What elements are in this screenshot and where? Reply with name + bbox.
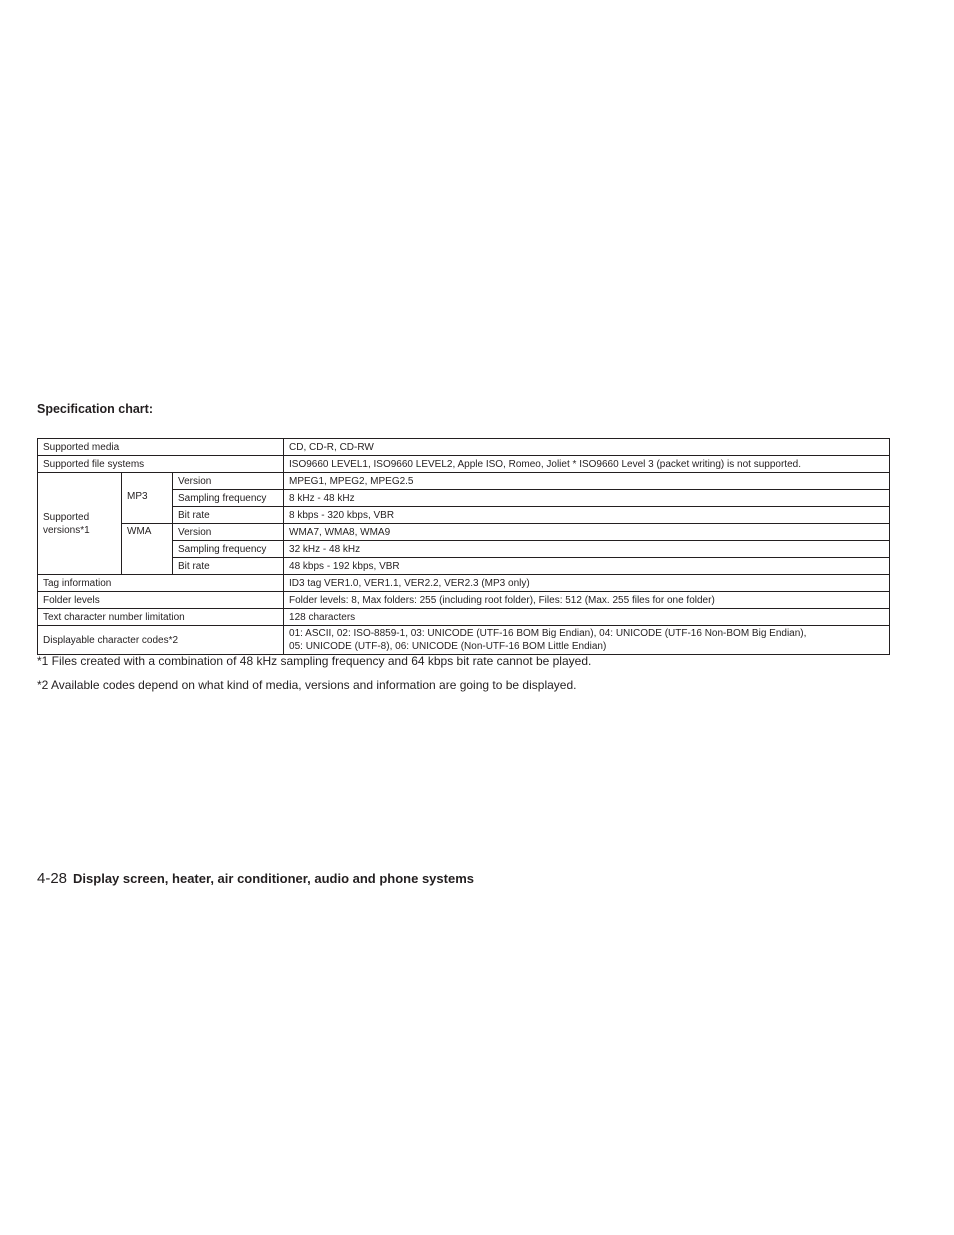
table-row-supported-media xyxy=(38,439,890,456)
section-heading: Specification chart: xyxy=(37,402,153,416)
supported-versions-label-line2: versions*1 xyxy=(43,524,90,536)
table-row-mp3-version xyxy=(38,473,890,490)
table-row-folder-levels xyxy=(38,592,890,609)
table-row-displayable-codes xyxy=(38,626,890,655)
row-label: Supported media xyxy=(38,439,284,456)
row-value: 32 kHz - 48 kHz xyxy=(284,541,890,558)
row-value: CD, CD-R, CD-RW xyxy=(284,439,890,456)
supported-versions-label xyxy=(38,473,122,575)
row-value: MPEG1, MPEG2, MPEG2.5 xyxy=(284,473,890,490)
chapter-title: Display screen, heater, air conditioner, audio and phone systems xyxy=(73,871,474,886)
wma-label: WMA xyxy=(122,524,173,575)
row-label: Tag information xyxy=(38,575,284,592)
table-row-wma-version xyxy=(38,524,890,541)
table-row-text-character-limit xyxy=(38,609,890,626)
row-value: ISO9660 LEVEL1, ISO9660 LEVEL2, Apple ISO, Romeo, Joliet * ISO9660 Level 3 (packet writing) is not supported. xyxy=(284,456,890,473)
specification-table xyxy=(37,438,890,655)
row-label: Text character number limitation xyxy=(38,609,284,626)
row-value: 8 kbps - 320 kbps, VBR xyxy=(284,507,890,524)
sub-label: Version xyxy=(173,524,284,541)
page-footer xyxy=(37,870,474,888)
row-value: 128 characters xyxy=(284,609,890,626)
row-value: Folder levels: 8, Max folders: 255 (including root folder), Files: 512 (Max. 255 files for one folder) xyxy=(284,592,890,609)
row-value: WMA7, WMA8, WMA9 xyxy=(284,524,890,541)
row-label: Displayable character codes*2 xyxy=(38,626,284,655)
row-value: 8 kHz - 48 kHz xyxy=(284,490,890,507)
table-row-supported-file-systems xyxy=(38,456,890,473)
sub-label: Bit rate xyxy=(173,507,284,524)
row-value xyxy=(284,626,890,655)
footnote-1: *1 Files created with a combination of 48 kHz sampling frequency and 64 kbps bit rate cannot be played. xyxy=(37,654,592,668)
supported-versions-label-line1: Supported xyxy=(43,511,90,523)
table-row-tag-information xyxy=(38,575,890,592)
row-value-line2: 05: UNICODE (UTF-8), 06: UNICODE (Non-UTF-16 BOM Little Endian) xyxy=(289,641,607,652)
row-value-line1: 01: ASCII, 02: ISO-8859-1, 03: UNICODE (UTF-16 BOM Big Endian), 04: UNICODE (UTF-16 Non-BOM Big Endian), xyxy=(289,628,807,639)
row-value: 48 kbps - 192 kbps, VBR xyxy=(284,558,890,575)
sub-label: Bit rate xyxy=(173,558,284,575)
row-label: Supported file systems xyxy=(38,456,284,473)
sub-label: Version xyxy=(173,473,284,490)
footnote-2: *2 Available codes depend on what kind of media, versions and information are going to be displayed. xyxy=(37,678,577,692)
row-value: ID3 tag VER1.0, VER1.1, VER2.2, VER2.3 (MP3 only) xyxy=(284,575,890,592)
page-number: 4-28 xyxy=(37,870,68,887)
sub-label: Sampling frequency xyxy=(173,490,284,507)
row-label: Folder levels xyxy=(38,592,284,609)
sub-label: Sampling frequency xyxy=(173,541,284,558)
mp3-label: MP3 xyxy=(122,473,173,524)
